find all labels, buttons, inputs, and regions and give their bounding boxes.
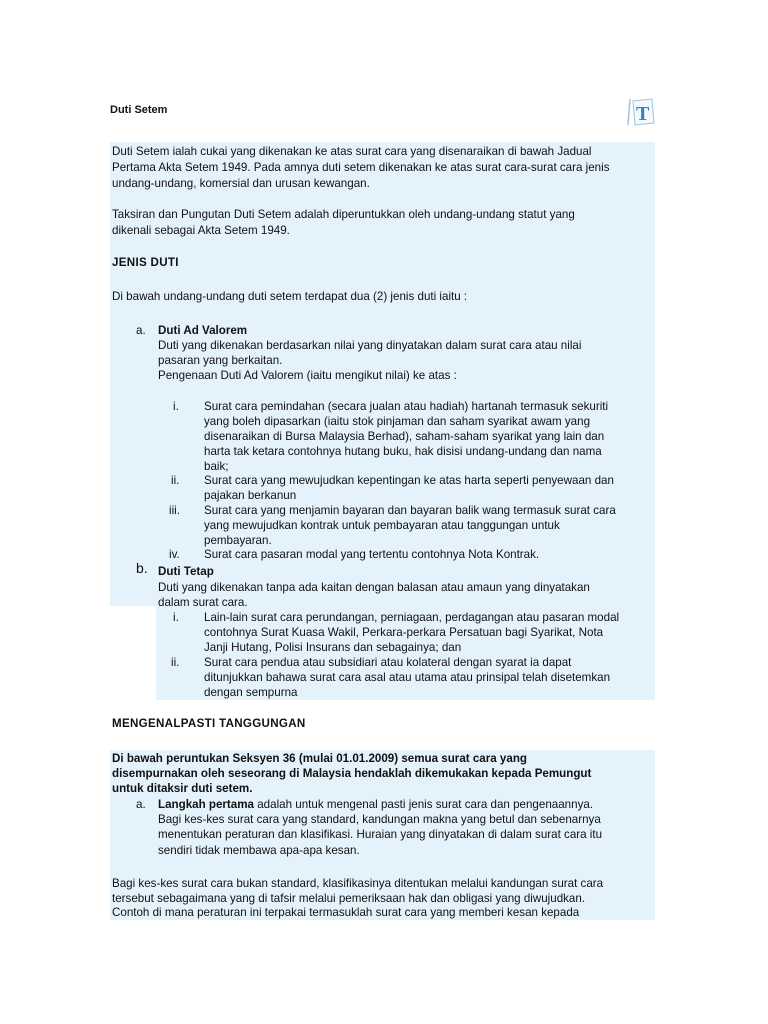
langkah-line: Bagi kes-kes surat cara yang standard, kandungan makna yang betul dan sebenarnya <box>158 813 601 826</box>
list-item-line: contohnya Surat Kuasa Wakil, Perkara-perkara Persatuan bagi Syarikat, Nota <box>204 626 604 639</box>
list-marker: ii. <box>171 656 180 669</box>
list-item-line: pembayaran. <box>204 534 272 547</box>
list-item-line: dengan sempurna <box>204 686 298 699</box>
list-marker: i. <box>173 611 179 624</box>
list-marker: iv. <box>169 548 180 561</box>
taksiran-line: Taksiran dan Pungutan Duti Setem adalah diperuntukkan oleh undang-undang statut yang <box>112 208 575 221</box>
list-marker: i. <box>173 400 179 413</box>
bold-paragraph-line: untuk ditaksir duti setem. <box>112 782 253 795</box>
list-marker: a. <box>136 798 146 811</box>
intro-line: Pertama Akta Setem 1949. Pada amnya duti setem dikenakan ke atas surat cara-surat cara jenis <box>112 161 610 174</box>
bold-paragraph-line: disempurnakan oleh seseorang di Malaysia hendaklah dikemukakan kepada Pemungut <box>112 767 592 780</box>
list-item-line: Surat cara pemindahan (secara jualan atau hadiah) hartanah termasuk sekuriti <box>204 400 609 413</box>
subsection-line: Duti yang dikenakan berdasarkan nilai yang dinyatakan dalam surat cara atau nilai <box>158 339 582 352</box>
list-item-line: disenaraikan di Bursa Malaysia Berhad), saham-saham syarikat yang lain dan <box>204 430 605 443</box>
list-marker: iii. <box>169 504 180 517</box>
list-item-line: Janji Hutang, Polisi Insurans dan sebagainya; dan <box>204 641 462 654</box>
closing-line: Bagi kes-kes surat cara bukan standard, klasifikasinya ditentukan melalui kandungan surat cara <box>112 877 604 890</box>
closing-line: tersebut sebagaimana yang di tafsir melalui pemeriksaan hak dan obligasi yang diwujudkan. <box>112 892 586 905</box>
langkah-title: Langkah pertama <box>158 798 254 811</box>
subsection-line: Duti yang dikenakan tanpa ada kaitan dengan balasan atau amaun yang dinyatakan <box>158 581 590 594</box>
jenis-intro: Di bawah undang-undang duti setem terdapat dua (2) jenis duti iaitu : <box>112 290 468 303</box>
list-marker: a. <box>136 324 146 337</box>
langkah-line: sendiri tidak membawa apa-apa kesan. <box>158 844 360 857</box>
langkah-rest: adalah untuk mengenal pasti jenis surat cara dan pengenaannya. <box>254 798 594 811</box>
list-item-line: harta tak ketara contohnya hutang buku, hak disisi undang-undang dan nama <box>204 445 602 458</box>
list-item-line: Surat cara yang mewujudkan kepentingan ke atas harta seperti penyewaan dan <box>204 474 614 487</box>
bold-paragraph-line: Di bawah peruntukan Seksyen 36 (mulai 01.01.2009) semua surat cara yang <box>112 752 527 765</box>
subsection-title-duti-tetap: Duti Tetap <box>158 565 214 578</box>
intro-line: Duti Setem ialah cukai yang dikenakan ke atas surat cara yang disenaraikan di bawah Jadual <box>112 145 592 158</box>
subsection-line: dalam surat cara. <box>158 596 248 609</box>
subsection-line: pasaran yang berkaitan. <box>158 354 283 367</box>
langkah-first-line <box>158 797 593 812</box>
svg-text:T: T <box>636 103 650 125</box>
list-item-line: Lain-lain surat cara perundangan, perniagaan, perdagangan atau pasaran modal <box>204 611 620 624</box>
list-item-line: yang mewujudkan kontrak untuk pembayaran atau tanggungan untuk <box>204 519 560 532</box>
page-title: Duti Setem <box>110 104 168 116</box>
taksiran-line: dikenali sebagai Akta Setem 1949. <box>112 224 290 237</box>
list-item-line: Surat cara yang menjamin bayaran dan bayaran balik wang termasuk surat cara <box>204 504 616 517</box>
list-item-line: baik; <box>204 460 229 473</box>
text-document-logo-icon <box>624 96 658 128</box>
list-item-line: Surat cara pendua atau subsidiari atau kolateral dengan syarat ia dapat <box>204 656 572 669</box>
intro-line: undang-undang, komersial dan urusan kewangan. <box>112 177 370 190</box>
list-item-line: ditunjukkan bahawa surat cara asal atau utama atau prinsipal telah disetemkan <box>204 671 611 684</box>
list-item-line: Surat cara pasaran modal yang tertentu contohnya Nota Kontrak. <box>204 548 540 561</box>
langkah-line: menentukan peraturan dan klasifikasi. Huraian yang dinyatakan di dalam surat cara itu <box>158 828 603 841</box>
subsection-line: Pengenaan Duti Ad Valorem (iaitu mengikut nilai) ke atas : <box>158 369 457 382</box>
list-item-line: pajakan berkanun <box>204 489 297 502</box>
section-heading-jenis-duti: JENIS DUTI <box>112 256 179 269</box>
closing-line: Contoh di mana peraturan ini terpakai termasuklah surat cara yang memberi kesan kepada <box>112 906 580 919</box>
list-item-line: yang boleh dipasarkan (iaitu stok pinjaman dan saham syarikat awam yang <box>204 415 591 428</box>
list-marker: b. <box>136 560 148 576</box>
subsection-title-ad-valorem: Duti Ad Valorem <box>158 324 248 337</box>
section-heading-mengenalpasti: MENGENALPASTI TANGGUNGAN <box>112 717 306 730</box>
list-marker: ii. <box>171 474 180 487</box>
